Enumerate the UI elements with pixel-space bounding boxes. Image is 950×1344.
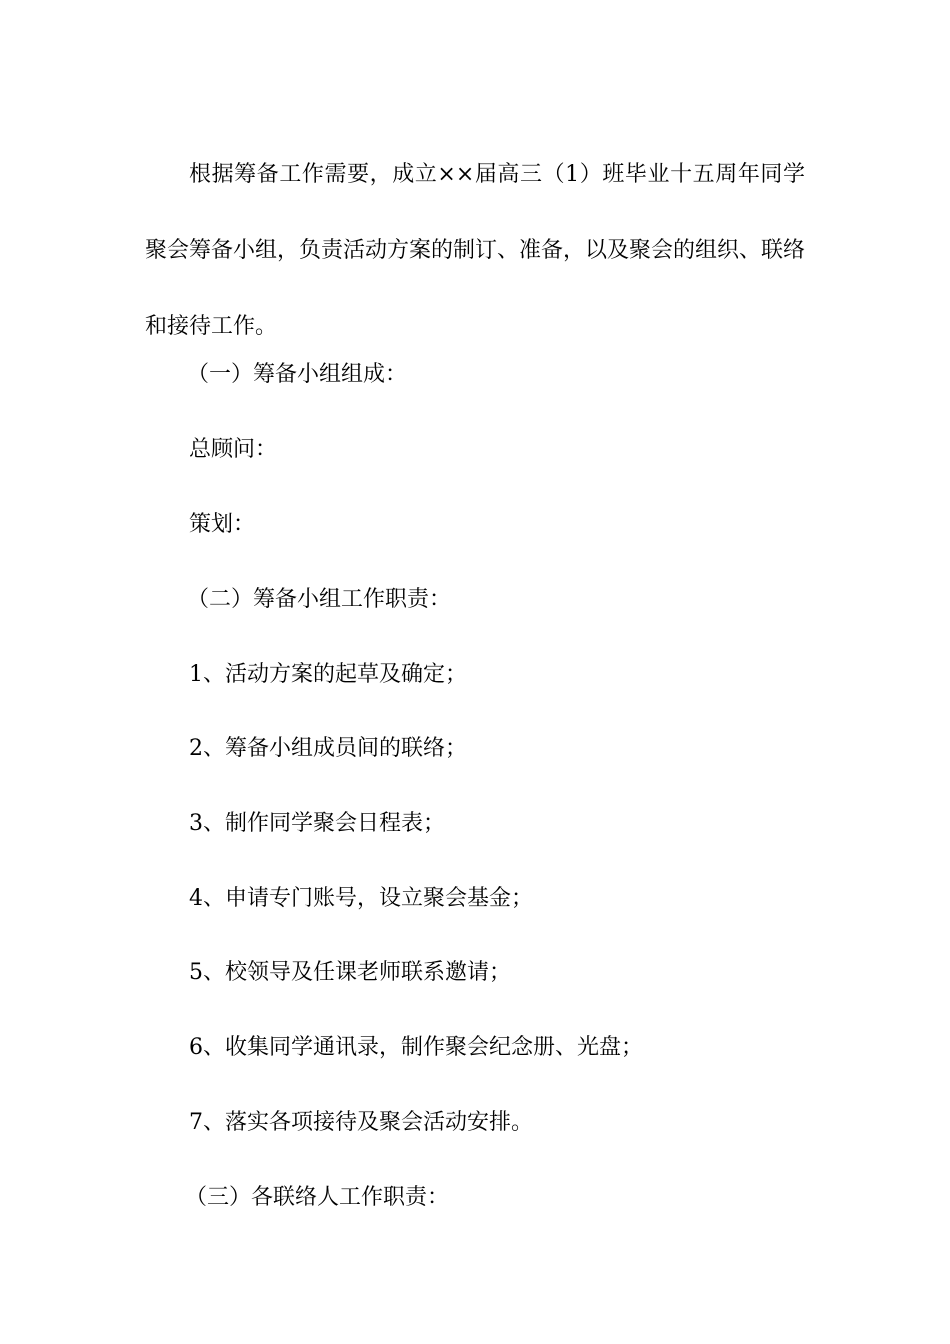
advisor-label: 总顾问： xyxy=(189,437,278,462)
duty-item: 5、校领导及任课老师联系邀请； xyxy=(189,960,511,985)
planning-label: 策划： xyxy=(189,512,256,537)
duty-item: 6、收集同学通讯录，制作聚会纪念册、光盘； xyxy=(189,1035,643,1060)
duty-item: 4、申请专门账号，设立聚会基金； xyxy=(189,886,533,911)
section1-heading: （一）筹备小组组成： xyxy=(187,362,408,387)
duty-item: 3、制作同学聚会日程表； xyxy=(189,811,445,836)
section2-heading: （二）筹备小组工作职责： xyxy=(187,587,452,612)
duty-item: 2、筹备小组成员间的联络； xyxy=(189,736,467,761)
section3-heading: （三）各联络人工作职责： xyxy=(185,1185,450,1210)
duty-item: 7、落实各项接待及聚会活动安排。 xyxy=(189,1110,533,1135)
intro-paragraph: 根据筹备工作需要，成立××届高三（1）班毕业十五周年同学聚会筹备小组，负责活动方案的制订、准备，以及聚会的组织、联络和接待工作。 xyxy=(145,162,806,339)
duty-item: 1、活动方案的起草及确定； xyxy=(189,662,467,687)
